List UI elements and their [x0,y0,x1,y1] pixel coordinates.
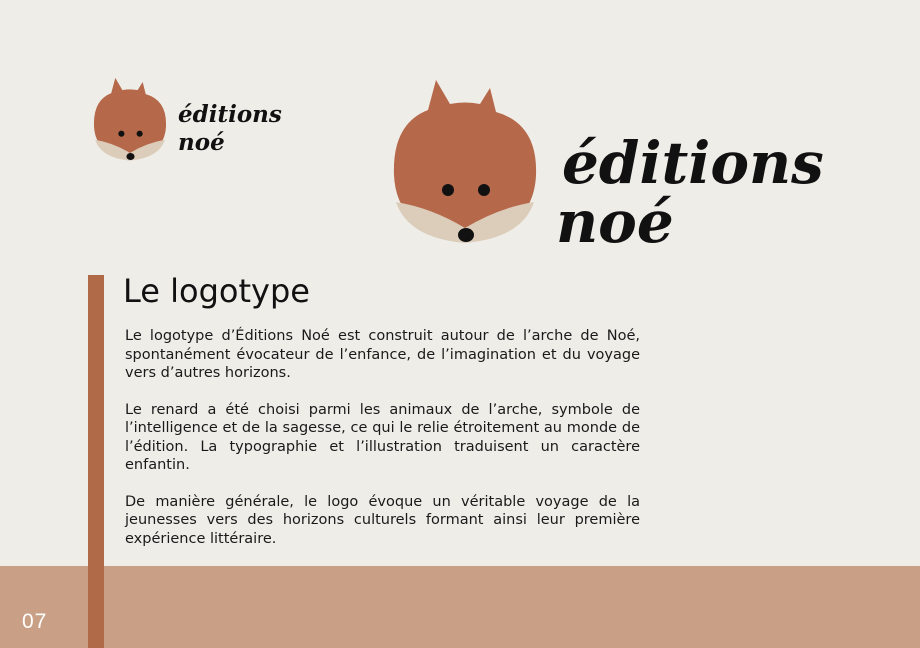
paragraph: Le renard a été choisi parmi les animaux de l’arche, symbole de l’intelligence et de la sagesse, ce qui le relie étroitement au monde de l’édition. La typographie et l’illustration traduisent un caractère enfantin. [125,401,640,473]
paragraph: De manière générale, le logo évoque un véritable voyage de la jeunesses vers des horizons culturels formant ainsi leur première expérience littéraire. [125,493,640,547]
body-text [125,327,640,566]
section-title: Le logotype [123,272,310,310]
brand-name-line1: éditions [562,129,824,197]
fox-icon [392,80,538,246]
page-number: 07 [22,610,48,633]
brand-name-line2: noé [178,129,225,156]
brand-name-line2: noé [556,188,674,256]
accent-bar [88,275,104,648]
fox-icon [93,77,167,163]
brand-name-line1: éditions [178,101,282,128]
footer-band [0,566,920,648]
paragraph: Le logotype d’Éditions Noé est construit autour de l’arche de Noé, spontanément évocateur de l’enfance, de l’imagination et du voyage vers d’autres horizons. [125,328,640,381]
